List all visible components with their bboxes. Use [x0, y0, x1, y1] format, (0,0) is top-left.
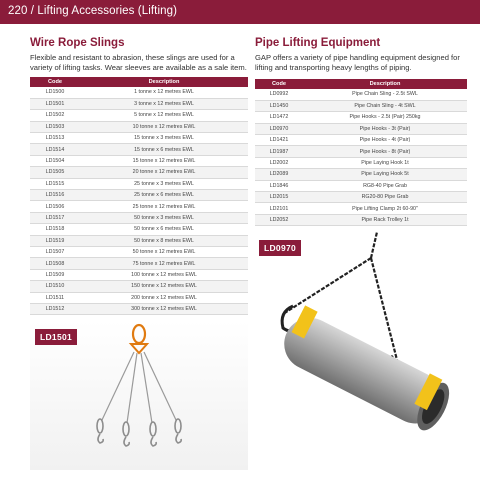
description-cell: 15 tonne x 3 metres EWL — [80, 133, 248, 144]
code-cell: LD1987 — [255, 146, 303, 157]
table-row — [30, 246, 248, 257]
code-cell: LD1517 — [30, 212, 80, 223]
table-row — [255, 214, 467, 225]
description-cell: Pipe Hooks - 3t (Pair) — [303, 123, 467, 134]
code-cell: LD1514 — [30, 144, 80, 155]
table-row — [255, 135, 467, 146]
table-row — [255, 157, 467, 168]
table-row — [30, 224, 248, 235]
code-cell: LD1518 — [30, 224, 80, 235]
code-cell: LD1507 — [30, 246, 80, 257]
table-row — [255, 192, 467, 203]
table-row — [255, 203, 467, 214]
description-cell: Pipe Hooks - 4t (Pair) — [303, 135, 467, 146]
code-cell: LD1500 — [30, 87, 80, 98]
description-cell: RG8-40 Pipe Grab — [303, 180, 467, 191]
pipe-lifting-title: Pipe Lifting Equipment — [255, 37, 381, 49]
pipe-hook-badge: LD0970 — [259, 240, 301, 256]
description-cell: 5 tonne x 12 metres EWL — [80, 110, 248, 121]
code-cell: LD1513 — [30, 133, 80, 144]
code-cell: LD2002 — [255, 157, 303, 168]
table-row — [30, 133, 248, 144]
description-cell: 50 tonne x 8 metres EWL — [80, 235, 248, 246]
table-row — [30, 110, 248, 121]
table-row — [30, 87, 248, 98]
code-cell: LD2015 — [255, 192, 303, 203]
table-row — [30, 281, 248, 292]
pipe-hook-icon — [255, 232, 467, 472]
description-cell: 50 tonne x 3 metres EWL — [80, 212, 248, 223]
code-cell: LD1503 — [30, 121, 80, 132]
description-cell: Pipe Lifting Clamp 2t 60-90" — [303, 203, 467, 214]
code-cell: LD1472 — [255, 112, 303, 123]
table-row — [255, 169, 467, 180]
code-cell: LD1516 — [30, 190, 80, 201]
code-column-header: Code — [30, 77, 80, 87]
code-cell: LD2052 — [255, 214, 303, 225]
code-cell: LD0992 — [255, 89, 303, 100]
description-column-header: Description — [303, 79, 467, 89]
description-cell: Pipe Laying Hook 5t — [303, 169, 467, 180]
description-cell: 300 tonne x 12 metres EWL — [80, 303, 248, 314]
table-header-row — [30, 77, 248, 87]
description-cell: Pipe Laying Hook 1t — [303, 157, 467, 168]
code-cell: LD0970 — [255, 123, 303, 134]
table-row — [30, 212, 248, 223]
code-column-header: Code — [255, 79, 303, 89]
table-row — [30, 98, 248, 109]
description-cell: Pipe Hooks - 8t (Pair) — [303, 146, 467, 157]
description-cell: 10 tonne x 12 metres EWL — [80, 121, 248, 132]
code-cell: LD1506 — [30, 201, 80, 212]
code-cell: LD1519 — [30, 235, 80, 246]
pipe-lifting-intro: GAP offers a variety of pipe handling equipment designed for lifting and transporting heavy lengths of piping. — [255, 53, 460, 72]
table-row — [255, 100, 467, 111]
description-cell: 100 tonne x 12 metres EWL — [80, 269, 248, 280]
code-cell: LD1846 — [255, 180, 303, 191]
description-cell: 15 tonne x 6 metres EWL — [80, 144, 248, 155]
description-cell: Pipe Chain Sling - 2.5t SWL — [303, 89, 467, 100]
code-cell: LD1515 — [30, 178, 80, 189]
table-row — [30, 258, 248, 269]
wire-rope-slings-title: Wire Rope Slings — [30, 37, 125, 49]
description-cell: RG20-80 Pipe Grab — [303, 192, 467, 203]
table-row — [30, 178, 248, 189]
code-cell: LD1504 — [30, 155, 80, 166]
description-cell: 50 tonne x 6 metres EWL — [80, 224, 248, 235]
description-column-header: Description — [80, 77, 248, 87]
table-row — [255, 89, 467, 100]
description-cell: 200 tonne x 12 metres EWL — [80, 292, 248, 303]
page-header-text: 220 / Lifting Accessories (Lifting) — [8, 5, 178, 17]
pipe-lifting-table — [255, 79, 467, 226]
code-cell: LD2089 — [255, 169, 303, 180]
table-row — [255, 123, 467, 134]
code-cell: LD1501 — [30, 98, 80, 109]
description-cell: 25 tonne x 3 metres EWL — [80, 178, 248, 189]
table-row — [30, 155, 248, 166]
table-header-row — [255, 79, 467, 89]
page-header-bar — [0, 0, 480, 24]
table-row — [30, 303, 248, 314]
description-cell: 150 tonne x 12 metres EWL — [80, 281, 248, 292]
code-cell: LD1508 — [30, 258, 80, 269]
code-cell: LD1512 — [30, 303, 80, 314]
table-row — [30, 144, 248, 155]
description-cell: Pipe Chain Sling - 4t SWL — [303, 100, 467, 111]
table-row — [255, 180, 467, 191]
code-cell: LD1509 — [30, 269, 80, 280]
wire-rope-slings-table — [30, 77, 248, 315]
code-cell: LD1450 — [255, 100, 303, 111]
code-cell: LD1505 — [30, 167, 80, 178]
table-row — [30, 201, 248, 212]
table-row — [30, 190, 248, 201]
wire-rope-slings-intro: Flexible and resistant to abrasion, these slings are used for a variety of lifting tasks. Wear sleeves are available as a sale item. — [30, 53, 247, 72]
description-cell: 25 tonne x 12 metres EWL — [80, 201, 248, 212]
table-row — [30, 167, 248, 178]
table-row — [255, 112, 467, 123]
description-cell: 50 tonne x 12 metres EWL — [80, 246, 248, 257]
table-row — [30, 269, 248, 280]
description-cell: 25 tonne x 6 metres EWL — [80, 190, 248, 201]
code-cell: LD1502 — [30, 110, 80, 121]
description-cell: 20 tonne x 12 metres EWL — [80, 167, 248, 178]
table-row — [30, 121, 248, 132]
pipe-hook-photo — [255, 232, 467, 472]
table-row — [30, 235, 248, 246]
wire-rope-sling-badge: LD1501 — [35, 329, 77, 345]
table-row — [255, 146, 467, 157]
description-cell: 75 tonne x 12 metres EWL — [80, 258, 248, 269]
description-cell: 15 tonne x 12 metres EWL — [80, 155, 248, 166]
description-cell: Pipe Hooks - 2.5t (Pair) 250kg — [303, 112, 467, 123]
description-cell: 1 tonne x 12 metres EWL — [80, 87, 248, 98]
code-cell: LD1510 — [30, 281, 80, 292]
code-cell: LD1421 — [255, 135, 303, 146]
description-cell: Pipe Rack Trolley 1t — [303, 214, 467, 225]
description-cell: 3 tonne x 12 metres EWL — [80, 98, 248, 109]
code-cell: LD1511 — [30, 292, 80, 303]
code-cell: LD2101 — [255, 203, 303, 214]
table-row — [30, 292, 248, 303]
